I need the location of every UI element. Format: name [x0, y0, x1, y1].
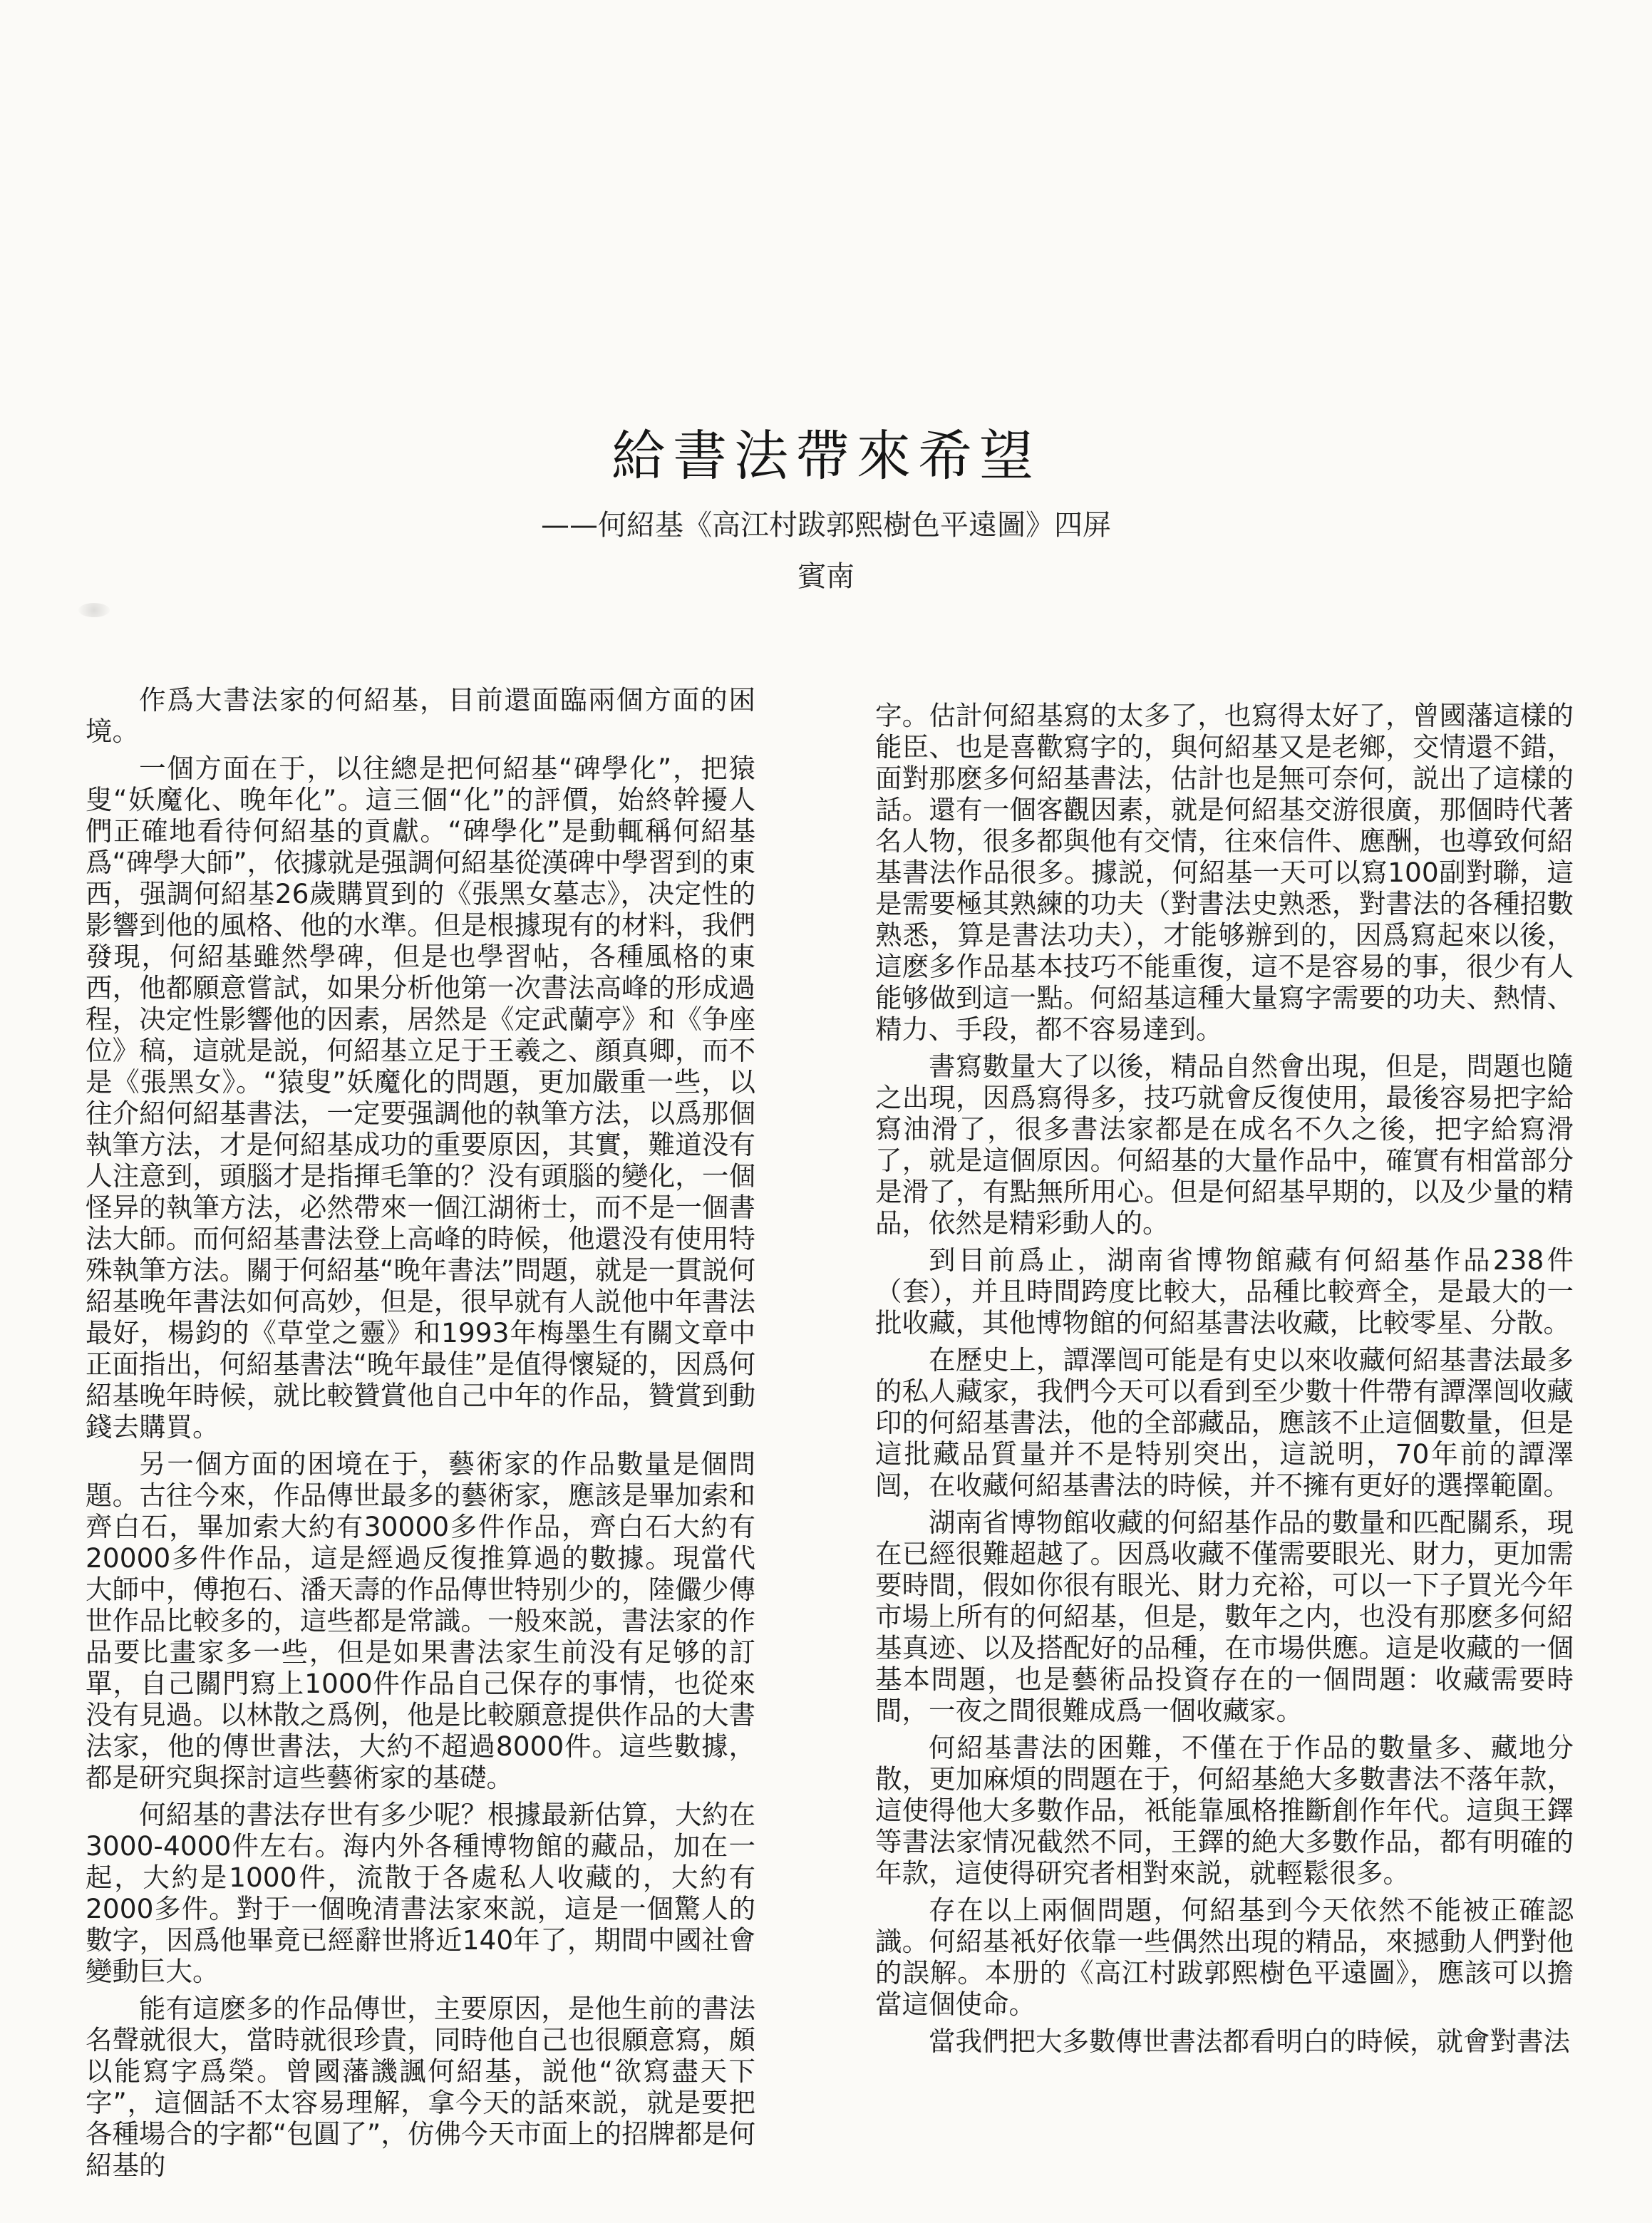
paragraph: 存在以上兩個問題，何紹基到今天依然不能被正確認識。何紹基衹好依靠一些偶然出現的精品，來撼動人們對他的誤解。本册的《高江村跋郭熙樹色平遠圖》，應該可以擔當這個使命。 [875, 1894, 1574, 2020]
scan-smudge [78, 603, 110, 617]
paragraph: 書寫數量大了以後，精品自然會出現，但是，問題也隨之出現，因爲寫得多，技巧就會反復使用，最後容易把字給寫油滑了，很多書法家都是在成名不久之後，把字給寫滑了，就是這個原因。何紹基的大量作品中，確實有相當部分是滑了，有點無所用心。但是何紹基早期的，以及少量的精品，依然是精彩動人的。 [875, 1051, 1574, 1239]
paragraph: 作爲大書法家的何紹基，目前還面臨兩個方面的困境。 [86, 684, 755, 747]
paragraph: 何紹基書法的困難，不僅在于作品的數量多、藏地分散，更加麻煩的問題在于，何紹基絶大多數書法不落年款，這使得他大多數作品，衹能靠風格推斷創作年代。這與王鐸等書法家情况截然不同，王鐸的絶大多數作品，都有明確的年款，這使得研究者相對來説，就輕鬆很多。 [875, 1732, 1574, 1889]
article-title: 給書法帶來希望 [611, 424, 1041, 488]
paragraph: 一個方面在于，以往總是把何紹基“碑學化”，把猿叟“妖魔化、晚年化”。這三個“化”的評價，始終幹擾人們正確地看待何紹基的貢獻。“碑學化”是動輒稱何紹基爲“碑學大師”，依據就是强調何紹基從漢碑中學習到的東西，强調何紹基26歲購買到的《張黑女墓志》，决定性的影響到他的風格、他的水準。但是根據現有的材料，我們發現，何紹基雖然學碑，但是也學習帖，各種風格的東西，他都願意嘗試，如果分析他第一次書法高峰的形成過程，决定性影響他的因素，居然是《定武蘭亭》和《争座位》稿，這就是説，何紹基立足于王羲之、顔真卿，而不是《張黑女》。“猿叟”妖魔化的問題，更加嚴重一些，以往介紹何紹基書法，一定要强調他的執筆方法，以爲那個執筆方法，才是何紹基成功的重要原因，其實，難道没有人注意到，頭腦才是指揮毛筆的？没有頭腦的變化，一個怪异的執筆方法，必然帶來一個江湖術士，而不是一個書法大師。而何紹基書法登上高峰的時候，他還没有使用特殊執筆方法。關于何紹基“晚年書法”問題，就是一貫説何紹基晚年書法如何高妙，但是，很早就有人説他中年書法最好，楊鈞的《草堂之靈》和1993年梅墨生有關文章中正面指出，何紹基書法“晚年最佳”是值得懷疑的，因爲何紹基晚年時候，就比較贊賞他自己中年的作品，贊賞到動錢去購買。 [86, 753, 755, 1443]
paragraph: 到目前爲止，湖南省博物館藏有何紹基作品238件（套），并且時間跨度比較大，品種比較齊全，是最大的一批收藏，其他博物館的何紹基書法收藏，比較零星、分散。 [875, 1244, 1574, 1339]
paragraph: 能有這麽多的作品傳世，主要原因，是他生前的書法名聲就很大，當時就很珍貴，同時他自己也很願意寫，頗以能寫字爲榮。曾國藩譏諷何紹基，説他“欲寫盡天下字”，這個話不太容易理解，拿今天的話來説，就是要把各種場合的字都“包圓了”，仿佛今天市面上的招牌都是何紹基的 [86, 1993, 755, 2181]
paragraph: 當我們把大多數傳世書法都看明白的時候，就會對書法 [929, 2026, 1570, 2057]
article-author: 賓南 [797, 560, 855, 593]
left-text-column [86, 684, 755, 2187]
article-header [0, 421, 1652, 597]
paragraph: 湖南省博物館收藏的何紹基作品的數量和匹配關系，現在已經很難超越了。因爲收藏不僅需要眼光、財力，更加需要時間，假如你很有眼光、財力充裕，可以一下子買光今年市場上所有的何紹基，但是，數年之内，也没有那麽多何紹基真迹、以及搭配好的品種，在市場供應。這是收藏的一個基本問題，也是藝術品投資存在的一個問題：收藏需要時間，一夜之間很難成爲一個收藏家。 [875, 1507, 1574, 1726]
paragraph: 在歷史上，譚澤闿可能是有史以來收藏何紹基書法最多的私人藏家，我們今天可以看到至少數十件帶有譚澤闿收藏印的何紹基書法，他的全部藏品，應該不止這個數量，但是這批藏品質量并不是特别突出，這説明，70年前的譚澤闿，在收藏何紹基書法的時候，并不擁有更好的選擇範圍。 [875, 1344, 1574, 1501]
right-text-column [875, 700, 1574, 2063]
article-subtitle: ——何紹基《高江村跋郭熙樹色平遠圖》四屏 [541, 509, 1111, 542]
paragraph: 何紹基的書法存世有多少呢？根據最新估算，大約在3000-4000件左右。海内外各種博物館的藏品，加在一起，大約是1000件，流散于各處私人收藏的，大約有2000多件。對于一個晚清書法家來説，這是一個驚人的數字，因爲他畢竟已經辭世將近140年了，期間中國社會變動巨大。 [86, 1799, 755, 1987]
paragraph: 另一個方面的困境在于，藝術家的作品數量是個問題。古往今來，作品傳世最多的藝術家，應該是畢加索和齊白石，畢加索大約有30000多件作品，齊白石大約有20000多件作品，這是經過反復推算過的數據。現當代大師中，傅抱石、潘天壽的作品傳世特别少的，陸儼少傳世作品比較多的，這些都是常識。一般來説，書法家的作品要比畫家多一些，但是如果書法家生前没有足够的訂單，自己關門寫上1000件作品自己保存的事情，也從來没有見過。以林散之爲例，他是比較願意提供作品的大書法家，他的傳世書法，大約不超過8000件。這些數據，都是研究與探討這些藝術家的基礎。 [86, 1448, 755, 1793]
paragraph-continued: 字。估計何紹基寫的太多了，也寫得太好了，曾國藩這樣的能臣、也是喜歡寫字的，與何紹基又是老鄉，交情還不錯，面對那麽多何紹基書法，估計也是無可奈何，説出了這樣的話。還有一個客觀因素，就是何紹基交游很廣，那個時代著名人物，很多都與他有交情，往來信件、應酬，也導致何紹基書法作品很多。據説，何紹基一天可以寫100副對聯，這是需要極其熟練的功夫（對書法史熟悉，對書法的各種招數熟悉，算是書法功夫），才能够辦到的，因爲寫起來以後，這麽多作品基本技巧不能重復，這不是容易的事，很少有人能够做到這一點。何紹基這種大量寫字需要的功夫、熱情、精力、手段，都不容易達到。 [875, 700, 1574, 1045]
